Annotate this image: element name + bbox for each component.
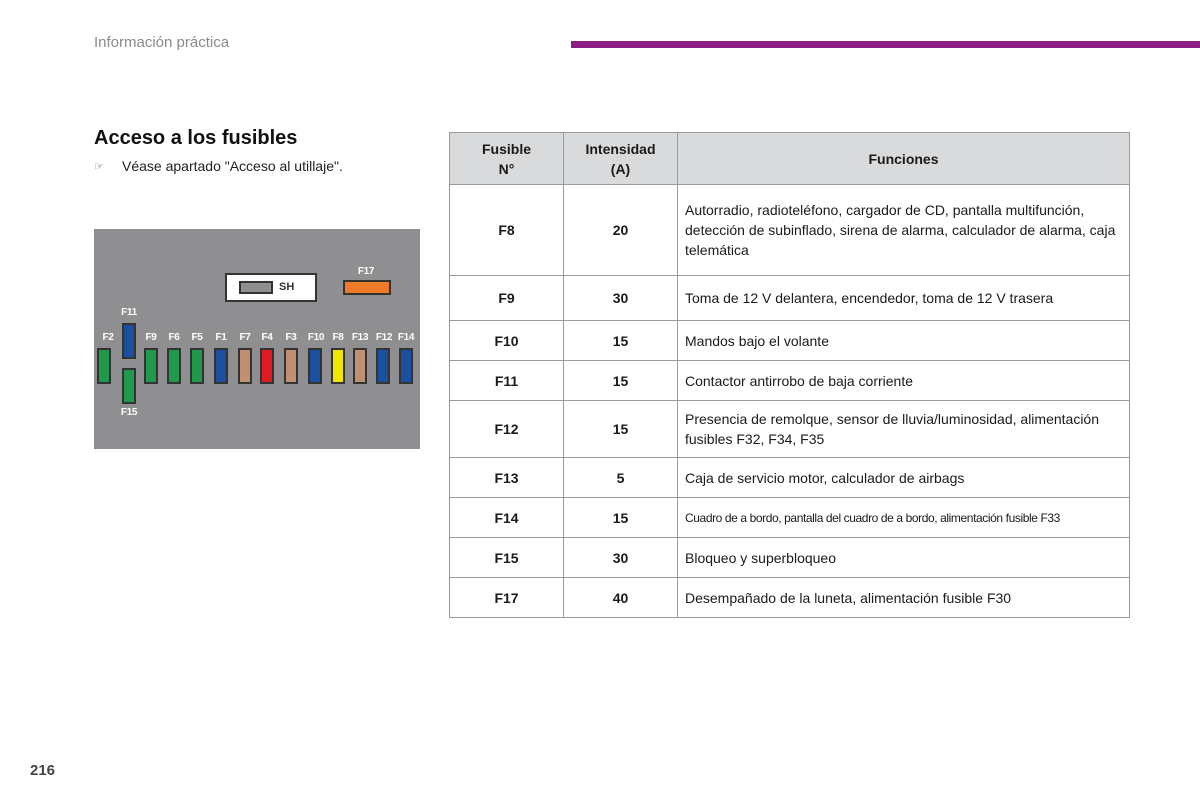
- cell-fuse: F15: [450, 538, 564, 578]
- cell-function: Desempañado de la luneta, alimentación fusible F30: [678, 578, 1130, 618]
- table-row: [450, 185, 1130, 276]
- cell-function: Toma de 12 V delantera, encendedor, toma de 12 V trasera: [678, 276, 1130, 321]
- fuse-f10: [308, 348, 322, 384]
- cell-function: Caja de servicio motor, calculador de airbags: [678, 458, 1130, 498]
- header-amps: [564, 133, 678, 185]
- cell-fuse: F10: [450, 321, 564, 361]
- fuse-label-f2: F2: [102, 332, 114, 343]
- cell-function: Contactor antirrobo de baja corriente: [678, 361, 1130, 401]
- header-fuse: [450, 133, 564, 185]
- fuse-f11: [122, 323, 136, 359]
- fuse-f8: [331, 348, 345, 384]
- header-functions-label: Funciones: [868, 150, 939, 167]
- fusebox-diagram: [94, 229, 420, 449]
- fuse-label-f7: F7: [239, 332, 251, 343]
- fuse-f9: [144, 348, 158, 384]
- pointing-hand-icon: ☞: [94, 160, 104, 173]
- shunt-slot: [239, 281, 273, 294]
- cell-amps: 30: [564, 276, 678, 321]
- cell-fuse: F14: [450, 498, 564, 538]
- fuse-f2: [97, 348, 111, 384]
- fuse-f5: [190, 348, 204, 384]
- fuse-f4: [260, 348, 274, 384]
- fuse-label-f10: F10: [307, 332, 325, 343]
- cell-function: Mandos bajo el volante: [678, 321, 1130, 361]
- cell-fuse: F9: [450, 276, 564, 321]
- header-functions: [678, 133, 1130, 185]
- table-row: [450, 498, 1130, 538]
- fuse-label-f14: F14: [397, 332, 415, 343]
- cell-fuse: F8: [450, 185, 564, 276]
- shunt-sh: [225, 273, 317, 302]
- fuse-f1: [214, 348, 228, 384]
- fuse-label-f8: F8: [332, 332, 344, 343]
- accent-bar: [571, 41, 1200, 48]
- fuse-label-f5: F5: [191, 332, 203, 343]
- fuse-f14: [399, 348, 413, 384]
- cell-fuse: F12: [450, 401, 564, 458]
- fuse-f15: [122, 368, 136, 404]
- fuse-label-f17: F17: [357, 266, 375, 277]
- table-row: [450, 361, 1130, 401]
- fuse-label-f13: F13: [351, 332, 369, 343]
- cell-amps: 20: [564, 185, 678, 276]
- cell-fuse: F17: [450, 578, 564, 618]
- cell-amps: 15: [564, 321, 678, 361]
- cell-function: Cuadro de a bordo, pantalla del cuadro de a bordo, alimentación fusible F33: [678, 498, 1130, 538]
- fuse-label-f12: F12: [375, 332, 393, 343]
- shunt-label: SH: [279, 281, 295, 293]
- fuse-table: [449, 132, 1130, 618]
- table-header-row: [450, 133, 1130, 185]
- header-amps-label: Intensidad (A): [585, 140, 656, 177]
- cell-function: Bloqueo y superbloqueo: [678, 538, 1130, 578]
- cell-amps: 15: [564, 498, 678, 538]
- fuse-label-f15: F15: [120, 407, 138, 418]
- fuse-f17: [343, 280, 391, 295]
- cell-amps: 40: [564, 578, 678, 618]
- section-label: Información práctica: [94, 34, 230, 51]
- page-number: 216: [30, 762, 56, 779]
- fuse-label-f9: F9: [145, 332, 157, 343]
- header-fuse-label: Fusible N°: [481, 140, 531, 177]
- cell-amps: 15: [564, 401, 678, 458]
- note: [94, 158, 343, 174]
- fuse-label-f3: F3: [285, 332, 297, 343]
- table-row: [450, 321, 1130, 361]
- page-title: Acceso a los fusibles: [94, 127, 298, 149]
- cell-function: Autorradio, radioteléfono, cargador de CD, pantalla multifunción, detección de subinflado, sirena de alarma, calculador de alarma, caja telemática: [678, 185, 1130, 276]
- table-row: [450, 538, 1130, 578]
- fuse-label-f4: F4: [261, 332, 273, 343]
- table-row: [450, 578, 1130, 618]
- cell-amps: 30: [564, 538, 678, 578]
- fuse-f6: [167, 348, 181, 384]
- fuse-label-f1: F1: [215, 332, 227, 343]
- cell-amps: 15: [564, 361, 678, 401]
- cell-fuse: F11: [450, 361, 564, 401]
- cell-amps: 5: [564, 458, 678, 498]
- fuse-f12: [376, 348, 390, 384]
- fuse-f3: [284, 348, 298, 384]
- cell-function: Presencia de remolque, sensor de lluvia/luminosidad, alimentación fusibles F32, F34, F35: [678, 401, 1130, 458]
- cell-fuse: F13: [450, 458, 564, 498]
- note-text: Véase apartado "Acceso al utillaje".: [122, 158, 343, 174]
- table-row: [450, 401, 1130, 458]
- fuse-f7: [238, 348, 252, 384]
- fuse-label-f6: F6: [168, 332, 180, 343]
- table-row: [450, 276, 1130, 321]
- table-row: [450, 458, 1130, 498]
- fuse-label-f11: F11: [121, 307, 137, 318]
- fuse-f13: [353, 348, 367, 384]
